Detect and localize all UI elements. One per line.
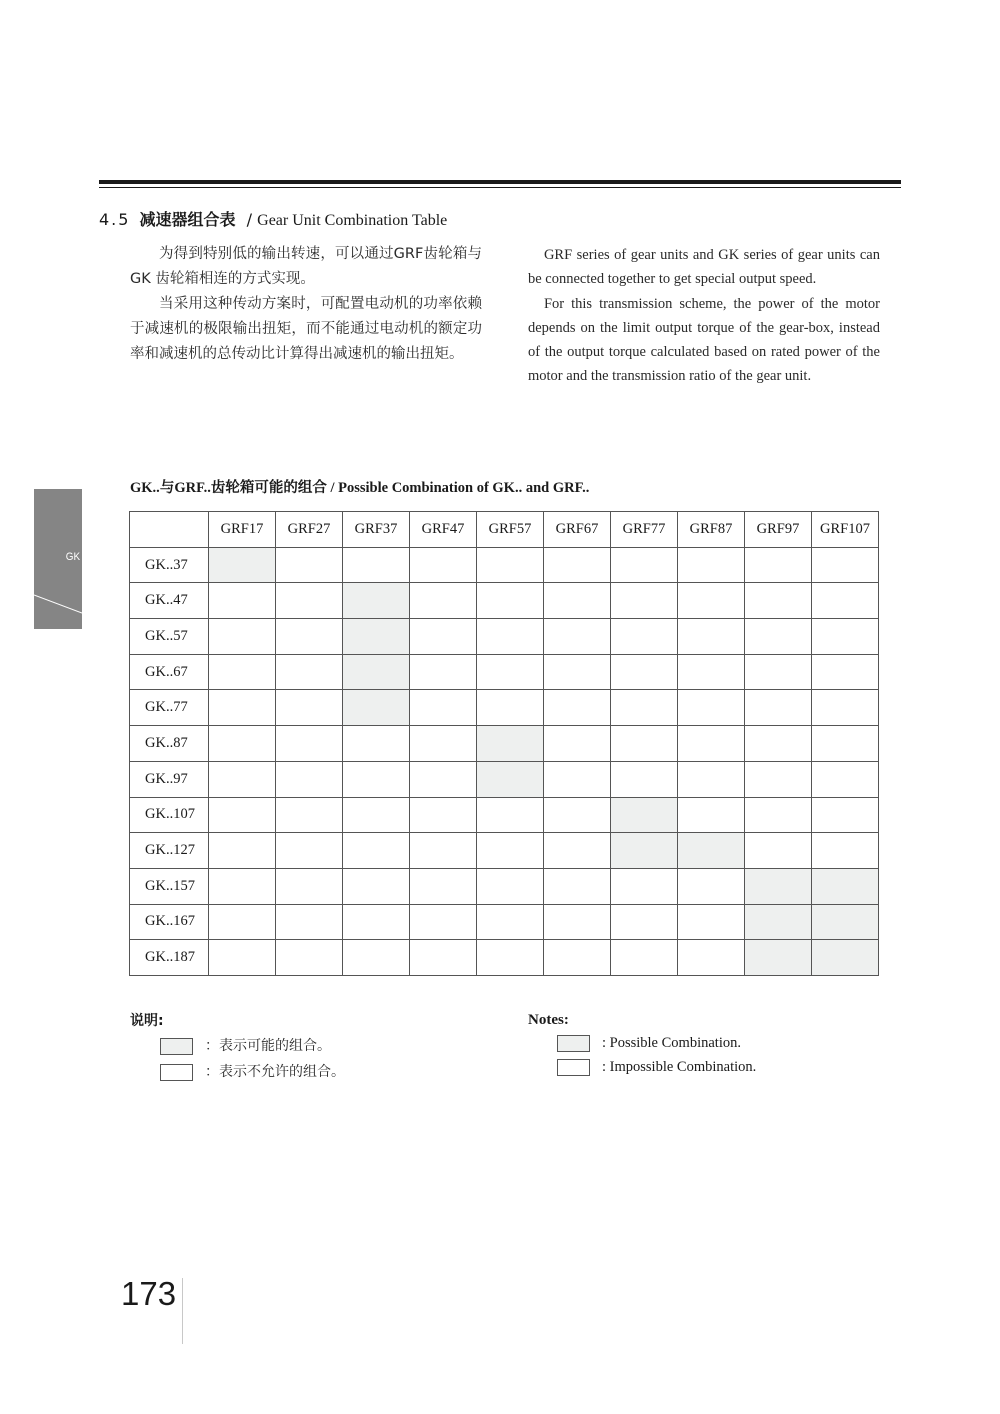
- impossible-combination-cell: [745, 583, 812, 619]
- note-en-possible: [557, 1035, 741, 1052]
- impossible-combination-cell: [343, 940, 410, 976]
- impossible-combination-cell: [544, 654, 611, 690]
- header-rule-thin: [99, 187, 901, 188]
- column-header: GRF97: [745, 512, 812, 548]
- section-title-cn: 减速器组合表: [139, 210, 236, 229]
- impossible-combination-cell: [544, 797, 611, 833]
- intro-cn-paragraph-2: 当采用这种传动方案时，可配置电动机的功率依赖于减速机的极限输出扭矩，而不能通过电动机的额定功率和减速机的总传动比计算得出减速机的输出扭矩。: [130, 296, 482, 362]
- impossible-combination-cell: [678, 654, 745, 690]
- impossible-combination-cell: [410, 797, 477, 833]
- combination-table: [129, 511, 879, 976]
- possible-combination-cell: [812, 904, 879, 940]
- impossible-combination-cell: [410, 547, 477, 583]
- row-header: GK..37: [130, 547, 209, 583]
- impossible-combination-cell: [477, 797, 544, 833]
- impossible-combination-cell: [678, 868, 745, 904]
- impossible-combination-cell: [678, 726, 745, 762]
- impossible-combination-cell: [611, 868, 678, 904]
- impossible-combination-cell: [544, 833, 611, 869]
- table-row: [130, 940, 879, 976]
- header-rule-thick: [99, 180, 901, 184]
- table-body: [130, 547, 879, 975]
- impossible-combination-cell: [812, 654, 879, 690]
- possible-combination-cell: [745, 904, 812, 940]
- possible-combination-cell: [812, 868, 879, 904]
- impossible-combination-cell: [477, 904, 544, 940]
- impossible-combination-cell: [678, 761, 745, 797]
- table-header-row: [130, 512, 879, 548]
- impossible-combination-cell: [812, 690, 879, 726]
- column-header: GRF107: [812, 512, 879, 548]
- impossible-combination-cell: [812, 619, 879, 655]
- impossible-combination-cell: [477, 868, 544, 904]
- note-cn-impossible-text: ：表示不允许的组合。: [205, 1064, 345, 1080]
- possible-combination-cell: [745, 868, 812, 904]
- column-header: GRF67: [544, 512, 611, 548]
- impossible-combination-cell: [410, 761, 477, 797]
- impossible-combination-cell: [209, 583, 276, 619]
- impossible-combination-cell: [209, 654, 276, 690]
- impossible-combination-cell: [812, 583, 879, 619]
- impossible-combination-cell: [343, 868, 410, 904]
- impossible-combination-cell: [678, 690, 745, 726]
- row-header: GK..157: [130, 868, 209, 904]
- table-corner-cell: [130, 512, 209, 548]
- impossible-combination-cell: [678, 797, 745, 833]
- intro-cn-paragraph-1: 为得到特别低的输出转速，可以通过GRF齿轮箱与 GK 齿轮箱相连的方式实现。: [130, 246, 482, 287]
- impossible-combination-cell: [477, 654, 544, 690]
- possible-combination-cell: [611, 797, 678, 833]
- impossible-combination-cell: [276, 833, 343, 869]
- impossible-combination-cell: [343, 833, 410, 869]
- note-en-impossible: [557, 1059, 756, 1076]
- column-header: GRF57: [477, 512, 544, 548]
- column-header: GRF47: [410, 512, 477, 548]
- impossible-combination-cell: [477, 833, 544, 869]
- impossible-combination-cell: [544, 904, 611, 940]
- impossible-combination-cell: [343, 904, 410, 940]
- column-header: GRF37: [343, 512, 410, 548]
- impossible-combination-cell: [343, 797, 410, 833]
- impossible-combination-cell: [276, 619, 343, 655]
- impossible-combination-cell: [276, 904, 343, 940]
- impossible-combination-cell: [477, 940, 544, 976]
- impossible-combination-cell: [544, 547, 611, 583]
- impossible-combination-cell: [611, 547, 678, 583]
- impossible-combination-cell: [611, 690, 678, 726]
- impossible-combination-cell: [276, 940, 343, 976]
- impossible-combination-cell: [410, 868, 477, 904]
- impossible-combination-cell: [209, 761, 276, 797]
- page-number: 173: [121, 1275, 177, 1312]
- impossible-combination-cell: [544, 761, 611, 797]
- impossible-combination-cell: [209, 690, 276, 726]
- impossible-combination-cell: [209, 726, 276, 762]
- row-header: GK..127: [130, 833, 209, 869]
- possible-combination-cell: [343, 619, 410, 655]
- table-row: [130, 690, 879, 726]
- impossible-combination-cell: [611, 904, 678, 940]
- row-header: GK..87: [130, 726, 209, 762]
- table-caption: [130, 476, 589, 497]
- impossible-combination-cell: [477, 690, 544, 726]
- side-tab-label: GK: [65, 551, 81, 563]
- impossible-combination-cell: [745, 726, 812, 762]
- note-en-impossible-text: : Impossible Combination.: [602, 1059, 757, 1075]
- table-row: [130, 833, 879, 869]
- possible-combination-cell: [343, 583, 410, 619]
- table-caption-en: / Possible Combination of GK.. and GRF..: [326, 480, 590, 496]
- impossible-combination-cell: [209, 797, 276, 833]
- impossible-combination-cell: [544, 583, 611, 619]
- impossible-combination-cell: [678, 940, 745, 976]
- impossible-combination-cell: [410, 654, 477, 690]
- impossible-combination-cell: [477, 547, 544, 583]
- table-row: [130, 619, 879, 655]
- impossible-combination-cell: [678, 619, 745, 655]
- impossible-combination-cell: [209, 868, 276, 904]
- impossible-combination-cell: [611, 940, 678, 976]
- impossible-combination-cell: [745, 547, 812, 583]
- impossible-combination-cell: [812, 726, 879, 762]
- row-header: GK..107: [130, 797, 209, 833]
- impossible-swatch: [557, 1059, 590, 1076]
- row-header: GK..97: [130, 761, 209, 797]
- table-caption-mid: GRF..: [174, 480, 211, 496]
- table-row: [130, 797, 879, 833]
- impossible-combination-cell: [410, 690, 477, 726]
- section-number: 4.5: [99, 210, 131, 229]
- impossible-combination-cell: [544, 940, 611, 976]
- impossible-combination-cell: [209, 940, 276, 976]
- impossible-combination-cell: [477, 583, 544, 619]
- section-title-en: Gear Unit Combination Table: [257, 212, 448, 229]
- possible-swatch: [160, 1038, 193, 1055]
- possible-combination-cell: [343, 654, 410, 690]
- impossible-combination-cell: [812, 761, 879, 797]
- possible-swatch: [557, 1035, 590, 1052]
- side-tab: [34, 489, 82, 629]
- row-header: GK..67: [130, 654, 209, 690]
- possible-combination-cell: [343, 690, 410, 726]
- column-header: GRF27: [276, 512, 343, 548]
- impossible-combination-cell: [812, 547, 879, 583]
- impossible-combination-cell: [343, 726, 410, 762]
- table-caption-cn: 与: [159, 480, 175, 496]
- page-number-divider: [182, 1278, 183, 1344]
- column-header: GRF17: [209, 512, 276, 548]
- impossible-combination-cell: [410, 583, 477, 619]
- impossible-combination-cell: [544, 690, 611, 726]
- impossible-combination-cell: [678, 904, 745, 940]
- impossible-combination-cell: [477, 619, 544, 655]
- impossible-combination-cell: [410, 619, 477, 655]
- table-row: [130, 654, 879, 690]
- impossible-combination-cell: [276, 868, 343, 904]
- impossible-combination-cell: [678, 547, 745, 583]
- table-row: [130, 547, 879, 583]
- table-row: [130, 868, 879, 904]
- impossible-swatch: [160, 1064, 193, 1081]
- impossible-combination-cell: [410, 833, 477, 869]
- impossible-combination-cell: [812, 833, 879, 869]
- table-row: [130, 904, 879, 940]
- table-caption-prefix: GK..: [130, 480, 160, 496]
- impossible-combination-cell: [276, 690, 343, 726]
- impossible-combination-cell: [812, 797, 879, 833]
- impossible-combination-cell: [611, 761, 678, 797]
- row-header: GK..47: [130, 583, 209, 619]
- impossible-combination-cell: [745, 761, 812, 797]
- note-cn-possible: [160, 1035, 331, 1055]
- impossible-combination-cell: [410, 904, 477, 940]
- notes-en-title: Notes:: [528, 1012, 569, 1028]
- impossible-combination-cell: [544, 868, 611, 904]
- table-row: [130, 761, 879, 797]
- row-header: GK..77: [130, 690, 209, 726]
- intro-cn: [130, 242, 482, 367]
- impossible-combination-cell: [611, 726, 678, 762]
- intro-en: [528, 243, 880, 389]
- impossible-combination-cell: [745, 690, 812, 726]
- row-header: GK..57: [130, 619, 209, 655]
- note-en-possible-text: : Possible Combination.: [602, 1035, 741, 1051]
- section-title: [99, 207, 447, 230]
- impossible-combination-cell: [745, 833, 812, 869]
- impossible-combination-cell: [745, 654, 812, 690]
- impossible-combination-cell: [410, 940, 477, 976]
- impossible-combination-cell: [611, 583, 678, 619]
- possible-combination-cell: [477, 726, 544, 762]
- table-row: [130, 726, 879, 762]
- impossible-combination-cell: [745, 619, 812, 655]
- impossible-combination-cell: [276, 547, 343, 583]
- possible-combination-cell: [678, 833, 745, 869]
- notes-cn-title: 说明:: [130, 1013, 164, 1029]
- impossible-combination-cell: [209, 619, 276, 655]
- impossible-combination-cell: [276, 797, 343, 833]
- note-cn-possible-text: ：表示可能的组合。: [205, 1038, 331, 1054]
- possible-combination-cell: [477, 761, 544, 797]
- impossible-combination-cell: [276, 761, 343, 797]
- impossible-combination-cell: [276, 726, 343, 762]
- row-header: GK..187: [130, 940, 209, 976]
- note-cn-impossible: [160, 1061, 345, 1081]
- impossible-combination-cell: [611, 654, 678, 690]
- impossible-combination-cell: [276, 654, 343, 690]
- impossible-combination-cell: [410, 726, 477, 762]
- section-separator: /: [246, 210, 253, 229]
- impossible-combination-cell: [209, 904, 276, 940]
- table-row: [130, 583, 879, 619]
- impossible-combination-cell: [343, 547, 410, 583]
- impossible-combination-cell: [343, 761, 410, 797]
- impossible-combination-cell: [544, 619, 611, 655]
- table-caption-cn2: 齿轮箱可能的组合: [210, 480, 327, 496]
- impossible-combination-cell: [611, 619, 678, 655]
- impossible-combination-cell: [209, 833, 276, 869]
- possible-combination-cell: [611, 833, 678, 869]
- intro-en-paragraph-1: GRF series of gear units and GK series of gear units can be connected together to get special output speed.: [528, 247, 880, 288]
- impossible-combination-cell: [276, 583, 343, 619]
- possible-combination-cell: [745, 940, 812, 976]
- intro-en-paragraph-2: For this transmission scheme, the power of the motor depends on the limit output torque of the gear-box, instead of the output torque calculated based on rated power of the motor and the transmission ratio of the gear unit.: [528, 295, 880, 385]
- row-header: GK..167: [130, 904, 209, 940]
- possible-combination-cell: [812, 940, 879, 976]
- impossible-combination-cell: [544, 726, 611, 762]
- possible-combination-cell: [209, 547, 276, 583]
- impossible-combination-cell: [745, 797, 812, 833]
- impossible-combination-cell: [678, 583, 745, 619]
- column-header: GRF77: [611, 512, 678, 548]
- column-header: GRF87: [678, 512, 745, 548]
